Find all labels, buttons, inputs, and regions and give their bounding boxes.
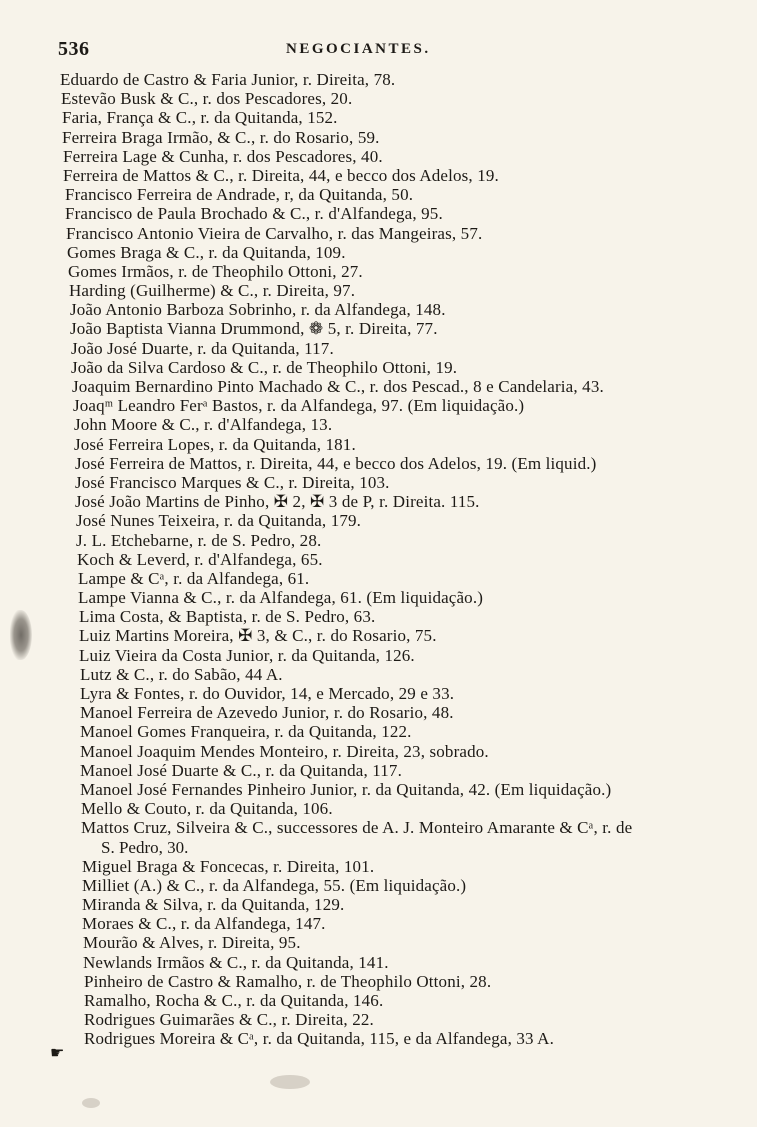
list-item: Manoel José Duarte & C., r. da Quitanda, 117. xyxy=(80,760,402,780)
list-item: Lampe & Cᵃ, r. da Alfandega, 61. xyxy=(78,568,310,588)
list-item: Luiz Vieira da Costa Junior, r. da Quitanda, 126. xyxy=(79,645,415,665)
list-item: Lima Costa, & Baptista, r. de S. Pedro, 63. xyxy=(79,607,376,627)
list-item: Manoel Ferreira de Azevedo Junior, r. do Rosario, 48. xyxy=(80,703,454,723)
list-item: Francisco Ferreira de Andrade, r, da Quitanda, 50. xyxy=(65,185,414,205)
list-item: José Francisco Marques & C., r. Direita, 103. xyxy=(75,472,390,492)
page-number: 536 xyxy=(58,38,90,60)
merchant-list xyxy=(0,70,757,1049)
list-item: Koch & Leverd, r. d'Alfandega, 65. xyxy=(77,549,323,569)
list-item: Ferreira de Mattos & C., r. Direita, 44, e becco dos Adelos, 19. xyxy=(63,165,499,185)
list-item: Milliet (A.) & C., r. da Alfandega, 55. (Em liquidação.) xyxy=(82,875,467,895)
list-item: John Moore & C., r. d'Alfandega, 13. xyxy=(74,415,333,435)
pointing-hand-icon: ☛ xyxy=(50,1045,65,1062)
list-item: Joaqᵐ Leandro Ferᵃ Bastos, r. da Alfandega, 97. (Em liquidação.) xyxy=(73,396,525,416)
list-item: Francisco de Paula Brochado & C., r. d'Alfandega, 95. xyxy=(65,204,443,224)
list-item: Miguel Braga & Foncecas, r. Direita, 101. xyxy=(82,856,375,876)
list-item: Manoel José Fernandes Pinheiro Junior, r. da Quitanda, 42. (Em liquidação.) xyxy=(80,779,612,799)
paper-smudge xyxy=(270,1075,310,1089)
list-item: José Nunes Teixeira, r. da Quitanda, 179. xyxy=(76,511,362,531)
page-header xyxy=(58,38,698,62)
list-item: Francisco Antonio Vieira de Carvalho, r. das Mangeiras, 57. xyxy=(66,223,483,243)
list-item: Mattos Cruz, Silveira & C., successores de A. J. Monteiro Amarante & Cᵃ, r. de xyxy=(81,818,633,838)
list-item: Joaquim Bernardino Pinto Machado & C., r. dos Pescad., 8 e Candelaria, 43. xyxy=(72,377,604,396)
list-item: Lyra & Fontes, r. do Ouvidor, 14, e Mercado, 29 e 33. xyxy=(80,684,455,703)
list-item: José Ferreira Lopes, r. da Quitanda, 181. xyxy=(74,434,356,454)
list-item: João Antonio Barboza Sobrinho, r. da Alfandega, 148. xyxy=(70,300,446,320)
list-item: Newlands Irmãos & C., r. da Quitanda, 141. xyxy=(83,952,389,972)
list-item: Lutz & C., r. do Sabão, 44 A. xyxy=(80,664,283,684)
list-item: Faria, França & C., r. da Quitanda, 152. xyxy=(62,108,338,128)
list-item: Gomes Irmãos, r. de Theophilo Ottoni, 27. xyxy=(68,261,363,281)
list-item: Miranda & Silva, r. da Quitanda, 129. xyxy=(82,895,345,915)
list-item: Manoel Joaquim Mendes Monteiro, r. Direita, 23, sobrado. xyxy=(80,741,489,761)
list-item: Mello & Couto, r. da Quitanda, 106. xyxy=(81,799,333,819)
list-item: Ferreira Braga Irmão, & C., r. do Rosario, 59. xyxy=(62,127,380,147)
list-item: Gomes Braga & C., r. da Quitanda, 109. xyxy=(67,242,346,262)
list-item: Estevão Busk & C., r. dos Pescadores, 20. xyxy=(61,89,353,109)
paper-smudge xyxy=(82,1098,100,1108)
list-item: Eduardo de Castro & Faria Junior, r. Direita, 78. xyxy=(60,70,396,89)
list-item: Ramalho, Rocha & C., r. da Quitanda, 146. xyxy=(84,991,384,1010)
list-item: Manoel Gomes Franqueira, r. da Quitanda, 122. xyxy=(80,722,412,742)
list-item: José João Martins de Pinho, ✠ 2, ✠ 3 de P, r. Direita. 115. xyxy=(75,492,480,512)
list-item: Pinheiro de Castro & Ramalho, r. de Theophilo Ottoni, 28. xyxy=(84,971,492,991)
list-item: Luiz Martins Moreira, ✠ 3, & C., r. do Rosario, 75. xyxy=(79,626,437,646)
list-item: Moraes & C., r. da Alfandega, 147. xyxy=(82,914,326,934)
list-item: João da Silva Cardoso & C., r. de Theophilo Ottoni, 19. xyxy=(71,357,458,377)
list-item: João José Duarte, r. da Quitanda, 117. xyxy=(71,338,334,358)
list-item-continuation: S. Pedro, 30. xyxy=(101,837,189,857)
list-item: José Ferreira de Mattos, r. Direita, 44, e becco dos Adelos, 19. (Em liquid.) xyxy=(75,453,597,473)
list-item: Ferreira Lage & Cunha, r. dos Pescadores, 40. xyxy=(63,146,383,166)
list-item: Harding (Guilherme) & C., r. Direita, 97. xyxy=(69,281,356,301)
list-item: Mourão & Alves, r. Direita, 95. xyxy=(83,933,301,953)
list-item: João Baptista Vianna Drummond, ❁ 5, r. Direita, 77. xyxy=(70,319,438,339)
list-item: J. L. Etchebarne, r. de S. Pedro, 28. xyxy=(76,530,322,550)
list-item: Rodrigues Moreira & Cᵃ, r. da Quitanda, 115, e da Alfandega, 33 A. xyxy=(84,1029,554,1049)
list-item: Rodrigues Guimarães & C., r. Direita, 22. xyxy=(84,1010,374,1030)
list-item: Lampe Vianna & C., r. da Alfandega, 61. (Em liquidação.) xyxy=(78,588,484,608)
page-title: NEGOCIANTES. xyxy=(286,41,431,57)
